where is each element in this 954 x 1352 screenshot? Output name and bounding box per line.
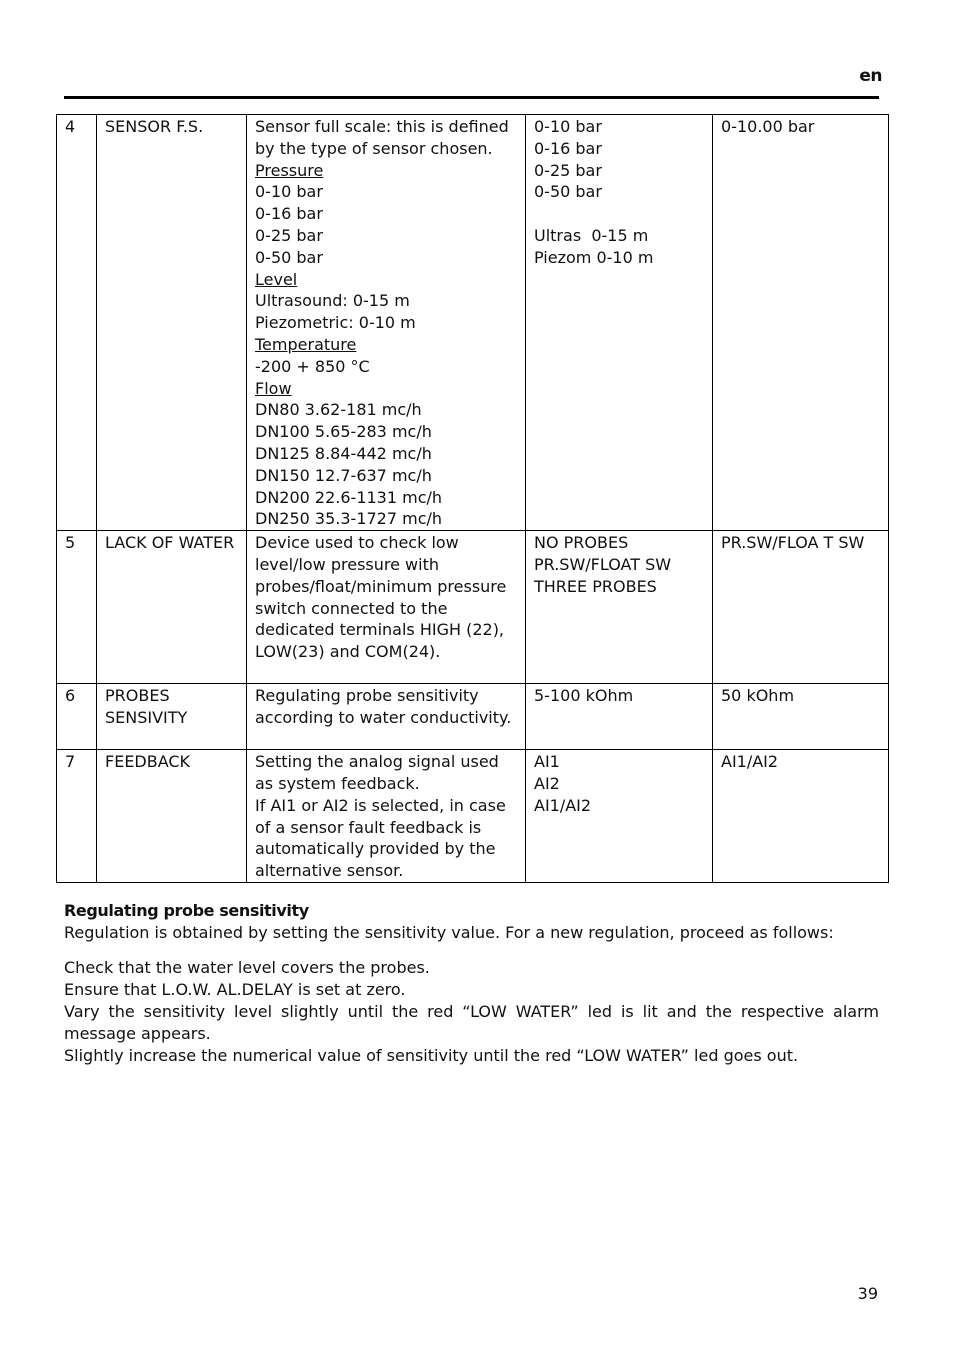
- description-line: 0-10 bar: [255, 182, 323, 202]
- range-value: Ultras 0-15 m: [534, 225, 649, 245]
- range-value: 0-50 bar: [534, 182, 602, 202]
- description-line: If AI1 or AI2 is selected, in case of a sensor fault feedback is automatically provided by the alternative sensor.: [255, 795, 506, 881]
- param-range: [526, 115, 713, 531]
- param-range: 5-100 kOhm: [526, 684, 713, 750]
- param-number: 6: [57, 684, 97, 750]
- page-number: 39: [857, 1284, 878, 1303]
- param-description: [247, 531, 526, 684]
- table-row: [57, 115, 889, 531]
- param-name: SENSOR F.S.: [97, 115, 247, 531]
- instruction-step: Check that the water level covers the probes.: [64, 958, 430, 977]
- param-description: [247, 750, 526, 883]
- section-heading: Regulating probe sensitivity: [64, 901, 309, 920]
- table-row: [57, 531, 889, 684]
- default-value: PR.SW/FLOA T SW: [721, 533, 865, 553]
- range-value: Piezom 0-10 m: [534, 247, 654, 267]
- description-line: DN250 35.3-1727 mc/h: [255, 509, 443, 529]
- description-heading: Level: [255, 269, 298, 289]
- header-divider: [64, 96, 879, 99]
- range-value: AI1/AI2: [534, 795, 592, 815]
- param-number: 5: [57, 531, 97, 684]
- description-line: Setting the analog signal used as system feedback.: [255, 752, 499, 793]
- param-default: [713, 531, 889, 684]
- description-line: Regulating probe sensitivity according to water conductivity.: [255, 686, 512, 727]
- description-line: Ultrasound: 0-15 m: [255, 291, 410, 311]
- table-row: [57, 684, 889, 750]
- param-description: [247, 684, 526, 750]
- instruction-step: Slightly increase the numerical value of sensitivity until the red “LOW WATER” led goes out.: [64, 1046, 799, 1065]
- table-row: [57, 750, 889, 883]
- param-range: [526, 750, 713, 883]
- range-value: 0-25 bar: [534, 160, 602, 180]
- param-number: 4: [57, 115, 97, 531]
- description-line: Piezometric: 0-10 m: [255, 313, 416, 333]
- param-description: [247, 115, 526, 531]
- description-heading: Pressure: [255, 160, 324, 180]
- range-value: THREE PROBES: [534, 576, 657, 596]
- range-value: 0-10 bar: [534, 117, 602, 136]
- range-value: AI2: [534, 773, 560, 793]
- description-line: 0-16 bar: [255, 204, 323, 224]
- param-default: 50 kOhm: [713, 684, 889, 750]
- paragraph-spacer: [64, 944, 879, 957]
- section-intro: Regulation is obtained by setting the sensitivity value. For a new regulation, proceed as follows:: [64, 923, 834, 942]
- description-line: DN100 5.65-283 mc/h: [255, 422, 432, 442]
- instruction-step: Vary the sensitivity level slightly until the red “LOW WATER” led is lit and the respective alarm message appears.: [64, 1002, 879, 1043]
- description-line: DN125 8.84-442 mc/h: [255, 443, 432, 463]
- range-value: NO PROBES: [534, 533, 629, 553]
- instruction-step: Ensure that L.O.W. AL.DELAY is set at zero.: [64, 980, 406, 999]
- description-heading: Flow: [255, 378, 292, 398]
- description-line: 0-25 bar: [255, 225, 323, 245]
- description-line: 0-50 bar: [255, 247, 323, 267]
- param-name: FEEDBACK: [97, 750, 247, 883]
- param-default: 0-10.00 bar: [713, 115, 889, 531]
- description-line: DN150 12.7-637 mc/h: [255, 465, 432, 485]
- param-name: LACK OF WATER: [97, 531, 247, 684]
- range-value: PR.SW/FLOAT SW: [534, 554, 672, 574]
- param-name: PROBES SENSIVITY: [97, 684, 247, 750]
- param-range: [526, 531, 713, 684]
- range-value: 0-16 bar: [534, 138, 602, 158]
- description-heading: Temperature: [255, 334, 357, 354]
- description-line: Sensor full scale: this is defined by the type of sensor chosen.: [255, 117, 509, 158]
- description-line: DN200 22.6-1131 mc/h: [255, 487, 443, 507]
- range-spacer: [534, 203, 705, 225]
- language-label: en: [859, 66, 882, 86]
- description-line: DN80 3.62-181 mc/h: [255, 400, 422, 420]
- parameters-table: [56, 114, 889, 883]
- instructions-section: [64, 900, 879, 1067]
- description-line: -200 + 850 °C: [255, 356, 370, 376]
- range-value: AI1: [534, 752, 560, 772]
- description-line: Device used to check low level/low pressure with probes/float/minimum pressure switch connected to the dedicated terminals HIGH (22), LOW(23) and COM(24).: [255, 533, 507, 662]
- param-number: 7: [57, 750, 97, 883]
- param-default: AI1/AI2: [713, 750, 889, 883]
